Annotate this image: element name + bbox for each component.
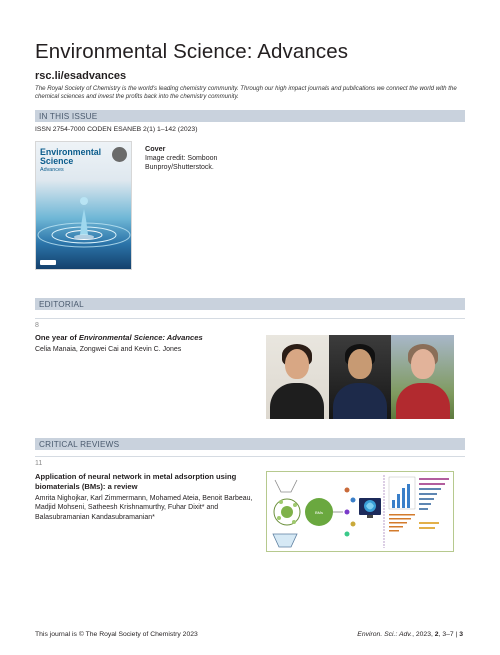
rsc-logo [40,260,56,265]
section-label: EDITORIAL [39,299,84,309]
divider [35,318,465,319]
cover-badge [112,147,127,162]
editor-photo-1 [266,335,329,419]
water-drop-illustration [36,187,132,270]
graphical-abstract-figure [267,472,453,551]
cover-label: Cover [145,144,166,153]
section-label: IN THIS ISSUE [39,111,98,121]
graphical-abstract [266,471,454,552]
page-number-review: 11 [35,460,43,467]
journal-url[interactable]: rsc.li/esadvances [35,70,127,82]
review-authors: Amrita Nighojkar, Karl Zimmermann, Mohamed Ateia, Benoit Barbeau, Madjid Mohseni, Satheesh Krishnamurthy, Fuhar Dixit* and Balasubramanian Kandasubramanian* [35,495,253,521]
editor-photo-2 [329,335,392,419]
cover-journal-subtitle: Advances [40,167,64,173]
intro-text: The Royal Society of Chemistry is the world's leading chemistry community. Through our high impact journals and publications we connect the world with the chemical sciences and invest the profits back into the chemistry community. [35,85,457,101]
issn-line: ISSN 2754-7000 CODEN ESANEB 2(1) 1–142 (2023) [35,126,198,133]
footer-copyright: This journal is © The Royal Society of Chemistry 2023 [35,631,198,638]
footer-citation: Environ. Sci.: Adv., 2023, 2, 3–7 | 3 [357,631,463,638]
section-bar-in-this-issue [35,110,465,122]
editorial-authors: Celia Manaia, Zongwei Cai and Kevin C. Jones [35,346,182,353]
cover-journal-title: Environmental Science [40,147,102,167]
page-number-editorial: 8 [35,322,39,329]
section-label: CRITICAL REVIEWS [39,439,120,449]
cover-image[interactable] [35,141,132,270]
section-bar-critical-reviews [35,438,465,450]
cover-credit: Image credit: Somboon Bunproy/Shutterstock. [145,155,218,172]
editor-photo-3 [391,335,454,419]
journal-title: Environmental Science: Advances [35,40,349,63]
editorial-title[interactable]: One year of Environmental Science: Advances [35,333,203,342]
divider [35,456,465,457]
review-title[interactable]: Application of neural network in metal adsorption using biomaterials (BMs): a review [35,472,237,491]
editor-photos [266,335,454,419]
svg-text:BMs: BMs [315,510,323,515]
section-bar-editorial [35,298,465,310]
